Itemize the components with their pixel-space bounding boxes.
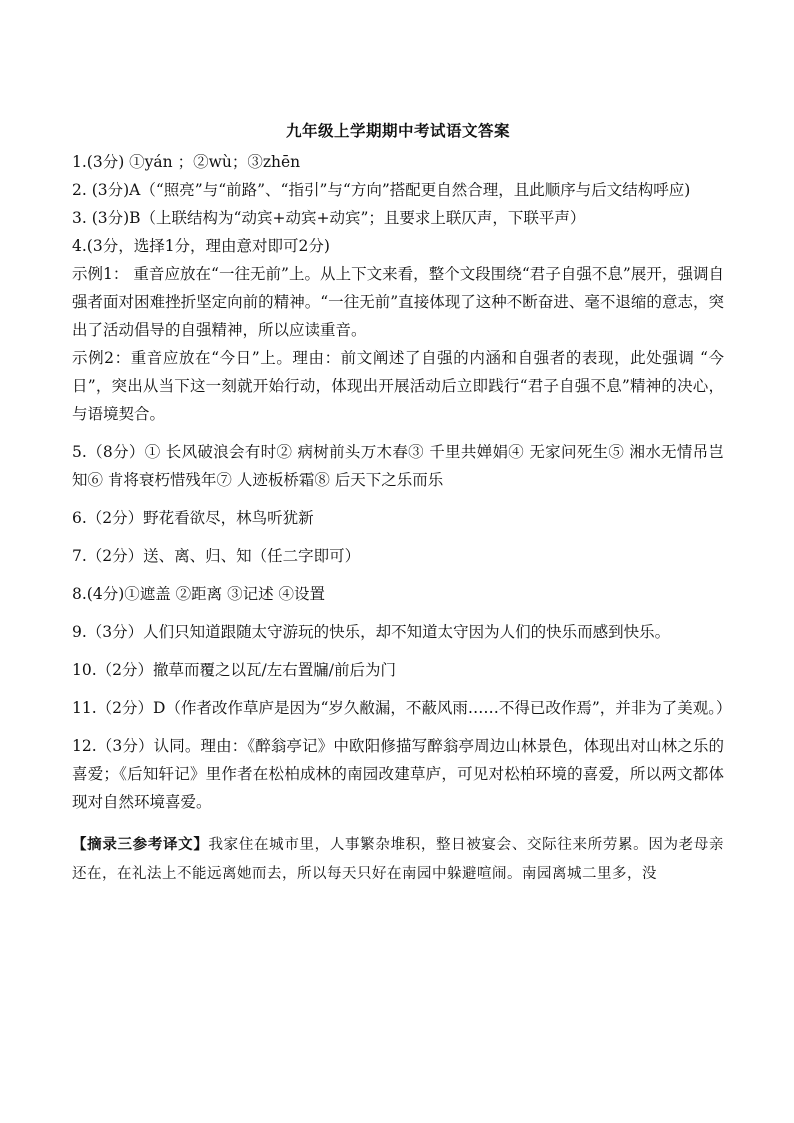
answer-q4-example-2: 示例2：重音应放在“今日”上。理由：前文阐述了自强的内涵和自强者的表现，此处强调 “今日”，突出从当下这一刻就开始行动，体现出开展活动后立即践行“君子自强不息”精神的决心，与语境契合。 (72, 349, 724, 423)
answer-q7: 7.（2分）送、离、归、知（任二字即可） (72, 547, 361, 565)
translation-label: 【摘录三参考译文】 (72, 836, 209, 853)
answer-q10: 10.（2分）撤草而覆之以瓦/左右置牖/前后为门 (72, 661, 396, 679)
answer-q5: 5.（8分）① 长风破浪会有时② 病树前头万木春③ 千里共婵娟④ 无家问死生⑤ 湘水无情吊岂知⑥ 肯将衰朽惜残年⑦ 人迹板桥霜⑧ 后天下之乐而乐 (72, 443, 724, 489)
answer-q3: 3. (3分)B（上联结构为“动宾+动宾+动宾”；且要求上联仄声，下联平声） (72, 209, 586, 227)
answer-q4-heading: 4.(3分，选择1分，理由意对即可2分) (72, 237, 330, 255)
answer-q1: 1.(3分) ①yán ；②wù；③zhēn (72, 153, 301, 171)
answer-q8: 8.(4分)①遮盖 ②距离 ③记述 ④设置 (72, 585, 326, 603)
answer-q2: 2. (3分)A（“照亮”与“前路”、“指引”与“方向”搭配更自然合理，且此顺序与后文结构呼应) (72, 181, 691, 199)
answer-q11: 11.（2分）D（作者改作草庐是因为“岁久敝漏，不蔽风雨……不得已改作焉”，并非为了美观。） (72, 699, 732, 717)
translation-paragraph (72, 830, 724, 889)
page-title: 九年级上学期期中考试语文答案 (285, 121, 510, 140)
answer-q4-example-1: 示例1： 重音应放在“一往无前”上。从上下文来看，整个文段围绕“君子自强不息”展开，强调自强者面对困难挫折坚定向前的精神。“一往无前”直接体现了这种不断奋进、毫不退缩的意志，突出了活动倡导的自强精神，所以应读重音。 (72, 265, 724, 339)
translation-text: 我家住在城市里，人事繁杂堆积，整日被宴会、交际往来所劳累。因为老母亲还在，在礼法上不能远离她而去，所以每天只好在南园中躲避喧闹。南园离城二里多，没 (72, 837, 724, 882)
answer-page (72, 120, 732, 904)
answer-q6: 6.（2分）野花看欲尽，林鸟听犹新 (72, 509, 314, 527)
answer-q12: 12.（3分）认同。理由：《醉翁亭记》中欧阳修描写醉翁亭周边山林景色，体现出对山林之乐的喜爱；《后知轩记》里作者在松柏成林的南园改建草庐，可见对松柏环境的喜爱，所以两文都体现对自然环境喜爱。 (72, 737, 724, 811)
answer-q9: 9.（3分）人们只知道跟随太守游玩的快乐，却不知道太守因为人们的快乐而感到快乐。 (72, 623, 671, 641)
